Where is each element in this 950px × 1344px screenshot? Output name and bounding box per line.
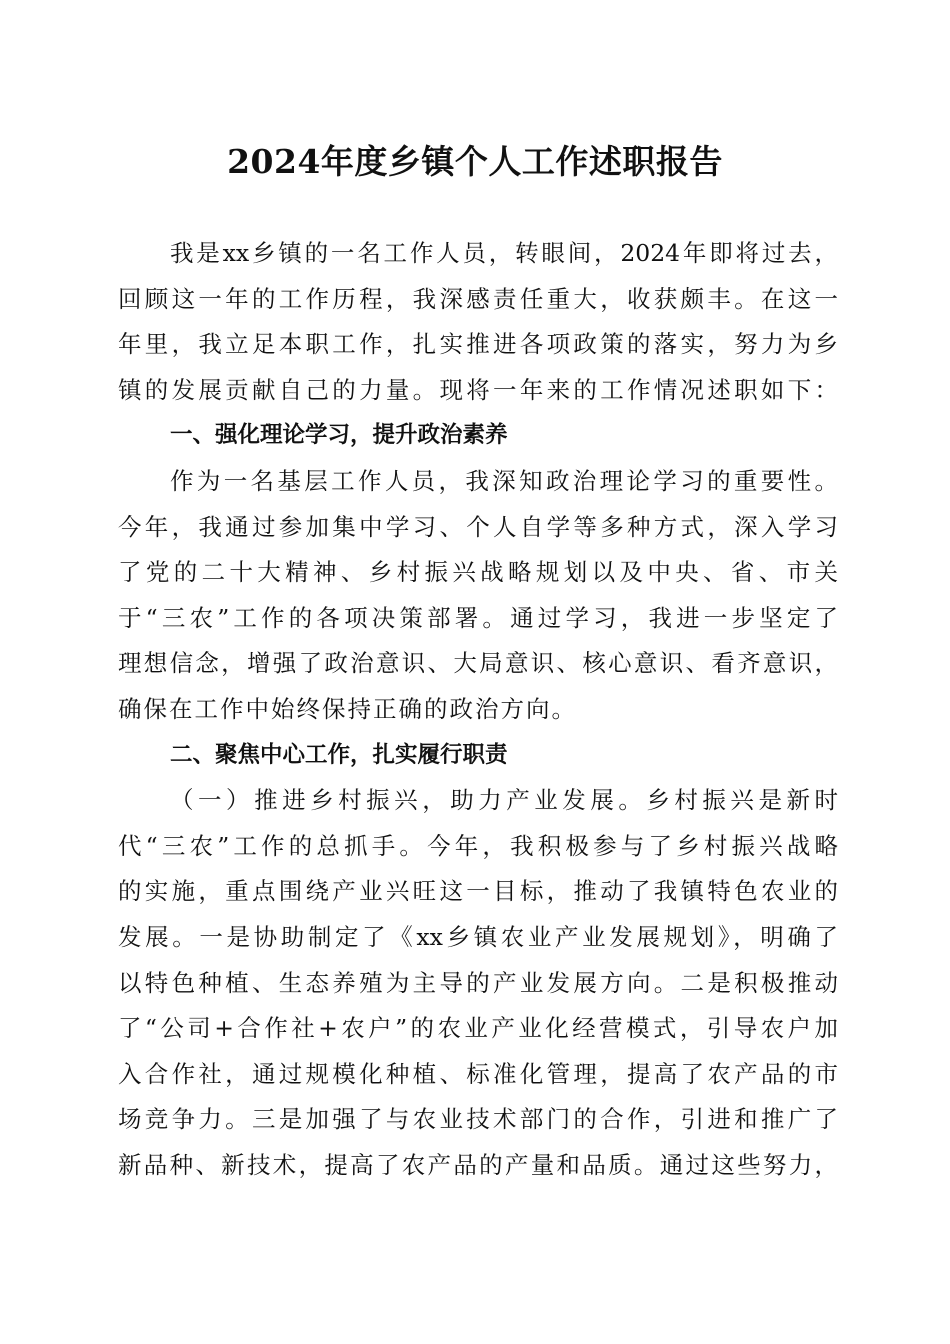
paragraph-line: 的实施，重点围绕产业兴旺这一目标，推动了我镇特色农业的 <box>118 877 838 906</box>
paragraph-line: 场竞争力。三是加强了与农业技术部门的合作，引进和推广了 <box>118 1105 838 1134</box>
paragraph-line: 新品种、新技术，提高了农产品的产量和品质。通过这些努力， <box>118 1150 838 1179</box>
paragraph-line: 以特色种植、生态养殖为主导的产业发展方向。二是积极推动 <box>118 968 838 997</box>
paragraph-line: 入合作社，通过规模化种植、标准化管理，提高了农产品的市 <box>118 1059 838 1088</box>
paragraph-line: 回顾这一年的工作历程，我深感责任重大，收获颇丰。在这一 <box>118 284 838 313</box>
paragraph-line: 年里，我立足本职工作，扎实推进各项政策的落实，努力为乡 <box>118 330 838 359</box>
paragraph-line: 作为一名基层工作人员，我深知政治理论学习的重要性。 <box>170 466 838 495</box>
document-title: 2024年度乡镇个人工作述职报告 <box>227 142 723 181</box>
paragraph-line: 于“三农”工作的各项决策部署。通过学习，我进一步坚定了 <box>118 603 838 632</box>
paragraph-line: 了“公司+合作社+农户”的农业产业化经营模式，引导农户加 <box>118 1014 838 1043</box>
paragraph-line: 代“三农”工作的总抓手。今年，我积极参与了乡村振兴战略 <box>118 831 838 860</box>
paragraph-line: 今年，我通过参加集中学习、个人自学等多种方式，深入学习 <box>118 512 838 541</box>
paragraph-line: （一）推进乡村振兴，助力产业发展。乡村振兴是新时 <box>170 786 838 815</box>
paragraph-line: 我是xx乡镇的一名工作人员，转眼间，2024年即将过去， <box>170 239 838 267</box>
section-heading: 一、强化理论学习，提升政治素养 <box>170 422 508 449</box>
document-body <box>118 231 838 1188</box>
paragraph-line: 理想信念，增强了政治意识、大局意识、核心意识、看齐意识， <box>118 649 838 678</box>
paragraph-line: 确保在工作中始终保持正确的政治方向。 <box>118 694 577 723</box>
paragraph-line: 了党的二十大精神、乡村振兴战略规划以及中央、省、市关 <box>118 558 838 587</box>
paragraph-line: 发展。一是协助制定了《xx乡镇农业产业发展规划》，明确了 <box>118 922 838 951</box>
section-heading: 二、聚焦中心工作，扎实履行职责 <box>170 741 508 768</box>
paragraph-line: 镇的发展贡献自己的力量。现将一年来的工作情况述职如下： <box>118 375 838 404</box>
